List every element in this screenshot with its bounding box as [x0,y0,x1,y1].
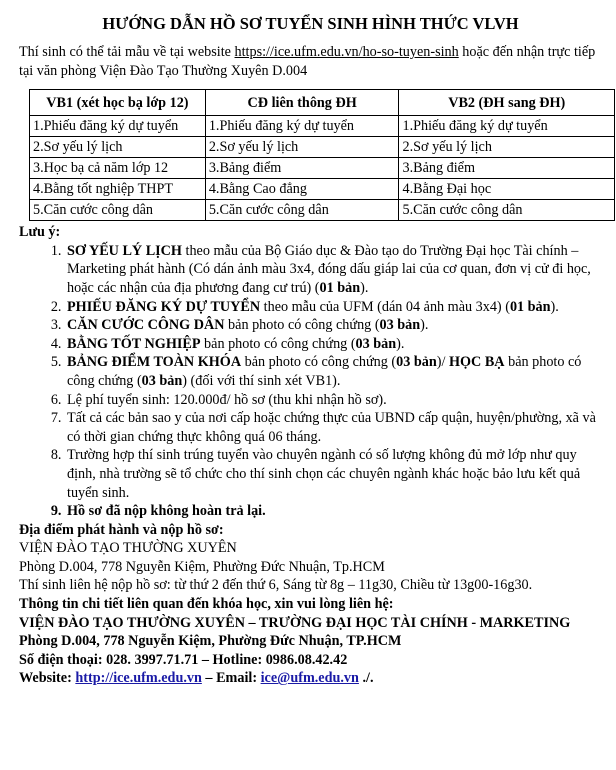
table-cell: 2.Sơ yếu lý lịch [205,137,399,158]
website-label: Website: [19,670,76,687]
table-header-row [30,90,615,116]
table-row [30,158,615,179]
note-5-end: ) (đối với thí sinh xét VB1). [182,372,341,389]
notes-heading: Lưu ý: [19,224,61,241]
table-row [30,179,615,200]
note-5-text-2: bản photo có công chứng ( [67,354,582,389]
website-link[interactable]: http://ice.ufm.edu.vn [75,670,202,687]
note-5-title: BẢNG ĐIỂM TOÀN KHÓA [67,354,242,371]
table-cell: 4.Bằng tốt nghiệp THPT [30,179,206,200]
note-5-mid: )/ [436,354,449,371]
intro-paragraph [19,43,602,80]
table-row [30,200,615,221]
email-label: – Email: [201,670,261,687]
note-2-text: theo mẫu của UFM (dán 04 ảnh màu 3x4) ( [260,298,510,315]
table-cell: 1.Phiếu đăng ký dự tuyển [30,116,206,137]
table-row [30,116,615,137]
table-cell: 5.Căn cước công dân [399,200,615,221]
intro-text-after: hoặc đến nhận trực tiếp tại văn phòng Viện Đào Tạo Thường Xuyên D.004 [19,44,596,79]
table-cell: 5.Căn cước công dân [30,200,206,221]
note-3-text: bản photo có công chứng ( [224,317,380,334]
table-cell: 4.Bằng Cao đẳng [205,179,399,200]
table-cell: 4.Bằng Đại học [399,179,615,200]
download-link[interactable]: https://ice.ufm.edu.vn/ho-so-tuyen-sinh [234,44,459,60]
table-cell: 2.Sơ yếu lý lịch [30,137,206,158]
location-address: Phòng D.004, 778 Nguyễn Kiệm, Phường Đức Nhuận, Tp.HCM [19,558,385,575]
column-header-cd: CĐ liên thông ĐH [205,90,399,116]
notes-list [19,242,602,521]
note-item-2 [65,298,602,317]
requirements-table [29,89,615,221]
location-hours: Thí sinh liên hệ nộp hồ sơ: từ thứ 2 đến thứ 6, Sáng từ 8g – 11g30, Chiều từ 13g00-16g30. [19,577,533,594]
table-cell: 3.Bảng điểm [399,158,615,179]
table-cell: 2.Sơ yếu lý lịch [399,137,615,158]
note-3-end: ). [420,317,429,334]
location-org: VIỆN ĐÀO TẠO THƯỜNG XUYÊN [19,540,237,557]
note-4-title: BẰNG TỐT NGHIỆP [67,335,201,352]
note-1-qty: 01 bản [319,279,361,296]
note-4-text: bản photo có công chứng ( [200,335,356,352]
contact-org: VIỆN ĐÀO TẠO THƯỜNG XUYÊN – TRƯỜNG ĐẠI HỌC TÀI CHÍNH - MARKETING [19,614,571,631]
note-item-4 [65,335,602,354]
note-1-end: ). [360,279,369,296]
note-1-title: SƠ YẾU LÝ LỊCH [67,242,182,259]
note-item-7: 7. Tất cả các bản sao y của nơi cấp hoặc chứng thực của UBND cấp quận, huyện/phường, xã và có thời gian chứng thực không quá 06 tháng. [65,409,602,446]
table-cell: 1.Phiếu đăng ký dự tuyển [399,116,615,137]
document-title: HƯỚNG DẪN HỒ SƠ TUYỂN SINH HÌNH THỨC VLVH [102,14,519,33]
note-4-end: ). [396,335,405,352]
location-heading: Địa điểm phát hành và nộp hồ sơ: [19,521,224,538]
note-5-qty: 03 bản [396,354,437,371]
note-item-6: 6. Lệ phí tuyển sinh: 120.000đ/ hồ sơ (thu khi nhận hồ sơ). [65,391,602,410]
note-5-text: bản photo có công chứng ( [241,354,397,371]
note-item-8: 8. Trường hợp thí sinh trúng tuyển vào chuyên ngành có số lượng không đủ mở lớp như quy định, nhà trường sẽ tổ chức cho thí sinh chọn các chuyên ngành khác hoặc bảo lưu kết quả tuyển sinh. [65,446,602,502]
note-3-title: CĂN CƯỚC CÔNG DÂN [67,317,225,334]
note-3-qty: 03 bản [379,317,421,334]
table-cell: 5.Căn cước công dân [205,200,399,221]
note-2-qty: 01 bản [509,298,551,315]
contact-address: Phòng D.004, 778 Nguyễn Kiệm, Phường Đức Nhuận, TP.HCM [19,633,402,650]
note-5-title-2: HỌC BẠ [448,354,505,371]
table-cell: 1.Phiếu đăng ký dự tuyển [205,116,399,137]
note-2-title: PHIẾU ĐĂNG KÝ DỰ TUYỂN [67,298,261,315]
contact-heading: Thông tin chi tiết liên quan đến khóa học, xin vui lòng liên hệ: [19,596,394,613]
note-4-qty: 03 bản [355,335,397,352]
table-cell: 3.Bảng điểm [205,158,399,179]
column-header-vb2: VB2 (ĐH sang ĐH) [399,90,615,116]
intro-text-before: Thí sinh có thể tải mẫu về tại website [19,44,235,60]
note-item-1 [65,242,602,298]
table-cell: 3.Học bạ cả năm lớp 12 [30,158,206,179]
note-item-5 [65,353,602,390]
note-1-text: theo mẫu của Bộ Giáo dục & Đào tạo do Trường Đại học Tài chính – Marketing phát hành (Có dán ảnh màu 3x4, đóng dấu giáp lai của cơ quan, đơn vị cử đi học, hoặc các nhận của địa phương đang cư trú) ( [67,242,591,296]
contact-phone: Số điện thoại: 028. 3997.71.71 – Hotline: 0986.08.42.42 [19,651,348,668]
note-item-3 [65,316,602,335]
contact-web-line [19,669,602,688]
note-5-qty-2: 03 bản [141,372,183,389]
contact-tail: ./. [358,670,374,687]
email-link[interactable]: ice@ufm.edu.vn [260,670,359,687]
table-row [30,137,615,158]
note-item-9: 9. Hồ sơ đã nộp không hoàn trả lại. [65,502,602,521]
column-header-vb1: VB1 (xét học bạ lớp 12) [30,90,206,116]
note-2-end: ). [550,298,559,315]
